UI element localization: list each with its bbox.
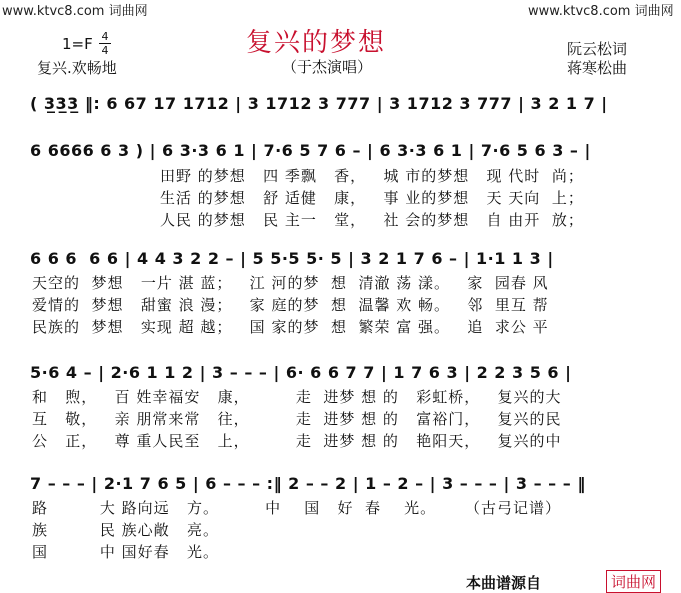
score-line-2: 6 6666 6 3 ) | 6 3·3 6 1 | 7·6 5 7 6 – | 6 3·3 6 1 | 7·6 5 6 3 – |	[30, 141, 591, 160]
lyrics-line-4-verse-2: 互 敬， 亲 朋常来常 往， 走 进梦 想 的 富裕门， 复兴的民	[32, 410, 562, 428]
lyrics-line-4-verse-1: 和 煦， 百 姓幸福安 康， 走 进梦 想 的 彩虹桥， 复兴的大	[32, 388, 562, 406]
lyrics-line-3-verse-2: 爱情的 梦想 甜蜜 浪 漫； 家 庭的梦 想 温馨 欢 畅。 邻 里互 帮	[32, 296, 549, 314]
tempo-marking: 复兴.欢畅地	[37, 59, 117, 77]
time-signature-top: 4	[101, 30, 109, 43]
lyrics-line-5-verse-1: 路 大 路向远 方。 中 国 好 春 光。 （古弓记谱）	[32, 499, 561, 517]
composer: 蒋寒松曲	[567, 59, 628, 77]
watermark-left: www.ktvc8.com 词曲网	[2, 4, 148, 19]
watermark-right: www.ktvc8.com 词曲网	[528, 4, 674, 19]
score-line-1: ( 3̲3̲3̲ ‖: 6 67 17 1712 | 3 1712 3 777 | 3 1712 3 777 | 3 2 1 7 |	[30, 94, 608, 113]
lyrics-line-2-verse-1: 田野 的梦想 四 季飘 香， 城 市的梦想 现 代时 尚；	[160, 167, 584, 185]
key-signature: 1=F	[62, 35, 93, 53]
lyrics-line-2-verse-2: 生活 的梦想 舒 适健 康， 事 业的梦想 天 天向 上；	[160, 189, 584, 207]
song-title: 复兴的梦想	[246, 28, 387, 58]
lyrics-line-2-verse-3: 人民 的梦想 民 主一 堂， 社 会的梦想 自 由开 放；	[160, 211, 584, 229]
time-signature-bottom: 4	[101, 44, 109, 57]
score-line-3: 6 6 6 6 6 | 4 4 3 2 2 – | 5 5·5 5· 5 | 3 2 1 7 6 – | 1·1 1 3 |	[30, 249, 554, 268]
lyrics-line-5-verse-2: 族 民 族心敞 亮。	[32, 521, 219, 539]
performer: （于杰演唱）	[282, 58, 373, 76]
source-note: 本曲谱源自	[466, 574, 542, 592]
score-line-5: 7 – – – | 2·1 7 6 5 | 6 – – – :‖ 2 – – 2 | 1 – 2 – | 3 – – – | 3 – – – ‖	[30, 474, 586, 493]
lyrics-line-3-verse-3: 民族的 梦想 实现 超 越； 国 家的梦 想 繁荣 富 强。 追 求公 平	[32, 318, 549, 336]
lyricist: 阮云松词	[567, 40, 628, 58]
score-line-4: 5·6 4 – | 2·6 1 1 2 | 3 – – – | 6· 6 6 7 7 | 1 7 6 3 | 2 2 3 5 6 |	[30, 363, 572, 382]
site-logo: 词曲网	[606, 570, 661, 593]
lyrics-line-4-verse-3: 公 正， 尊 重人民至 上， 走 进梦 想 的 艳阳天， 复兴的中	[32, 432, 562, 450]
lyrics-line-5-verse-3: 国 中 国好春 光。	[32, 543, 219, 561]
lyrics-line-3-verse-1: 天空的 梦想 一片 湛 蓝； 江 河的梦 想 清澈 荡 漾。 家 园春 风	[32, 274, 549, 292]
